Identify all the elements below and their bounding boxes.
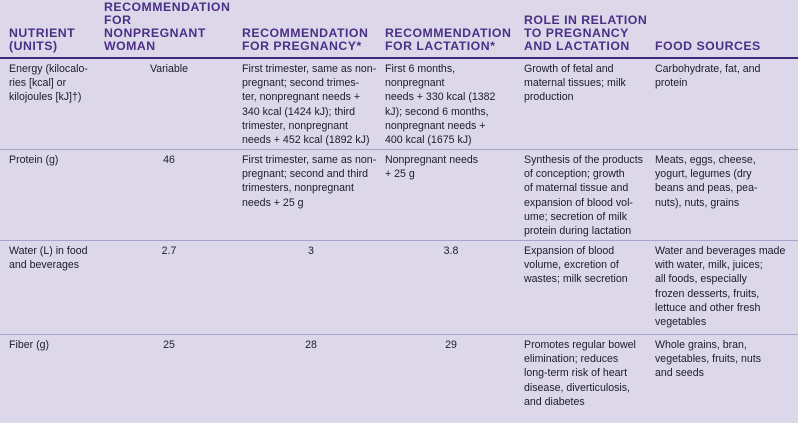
cell-pregnancy: First trimester, same as non- pregnant; second trimes- ter, nonpregnant needs + 340 kcal (1424 kJ); third trimester, nonpregnant needs + 452 kcal (1892 kJ) (242, 63, 377, 147)
table-row (0, 335, 798, 423)
table-row (0, 150, 798, 241)
cell-role: Promotes regular bowel elimination; reduces long-term risk of heart disease, diverticulosis, and diabetes (524, 339, 636, 408)
cell-nutrient: Fiber (g) (9, 339, 50, 351)
header-nonpregnant: RECOMMENDATION FOR NONPREGNANT WOMAN (104, 0, 231, 53)
table-row (0, 59, 798, 150)
cell-nutrient: Energy (kilocalo- ries [kcal] or kilojoules [kJ]†) (9, 63, 88, 104)
cell-pregnancy: First trimester, same as non- pregnant; second and third trimesters, nonpregnant needs + 25 g (242, 154, 377, 209)
cell-food-sources: Carbohydrate, fat, and protein (655, 63, 761, 90)
cell-role: Synthesis of the products of conception; growth of maternal tissue and expansion of blood vol- ume; secretion of milk protein during lactation (524, 154, 643, 238)
cell-food-sources: Whole grains, bran, vegetables, fruits, nuts and seeds (655, 339, 761, 380)
cell-pregnancy: 3 (308, 245, 314, 257)
cell-nutrient: Water (L) in food and beverages (9, 245, 88, 272)
cell-nutrient: Protein (g) (9, 154, 59, 166)
cell-role: Growth of fetal and maternal tissues; milk production (524, 63, 626, 104)
cell-lactation: 29 (445, 339, 457, 351)
cell-lactation: First 6 months, nonpregnant needs + 330 kcal (1382 kJ); second 6 months, nonpregnant needs + 400 kcal (1675 kJ) (385, 63, 496, 147)
table-header (0, 0, 798, 59)
cell-pregnancy: 28 (305, 339, 317, 351)
header-nutrient: NUTRIENT (UNITS) (9, 26, 76, 53)
header-food-sources: FOOD SOURCES (655, 39, 761, 53)
header-pregnancy: RECOMMENDATION FOR PREGNANCY* (242, 26, 369, 53)
cell-lactation: 3.8 (443, 245, 459, 257)
cell-nonpregnant: Variable (149, 63, 189, 75)
header-lactation: RECOMMENDATION FOR LACTATION* (385, 26, 512, 53)
cell-nonpregnant: 25 (163, 339, 175, 351)
header-role: ROLE IN RELATION TO PREGNANCY AND LACTATION (524, 13, 648, 53)
cell-role: Expansion of blood volume, excretion of wastes; milk secretion (524, 245, 628, 286)
cell-food-sources: Water and beverages made with water, milk, juices; all foods, especially frozen desserts, fruits, lettuce and other fresh vegetables (655, 245, 786, 329)
cell-lactation: Nonpregnant needs + 25 g (385, 154, 479, 181)
cell-nonpregnant: 2.7 (161, 245, 177, 257)
cell-nonpregnant: 46 (163, 154, 175, 166)
table-row (0, 241, 798, 335)
cell-food-sources: Meats, eggs, cheese, yogurt, legumes (dry beans and peas, pea- nuts), nuts, grains (655, 154, 758, 209)
